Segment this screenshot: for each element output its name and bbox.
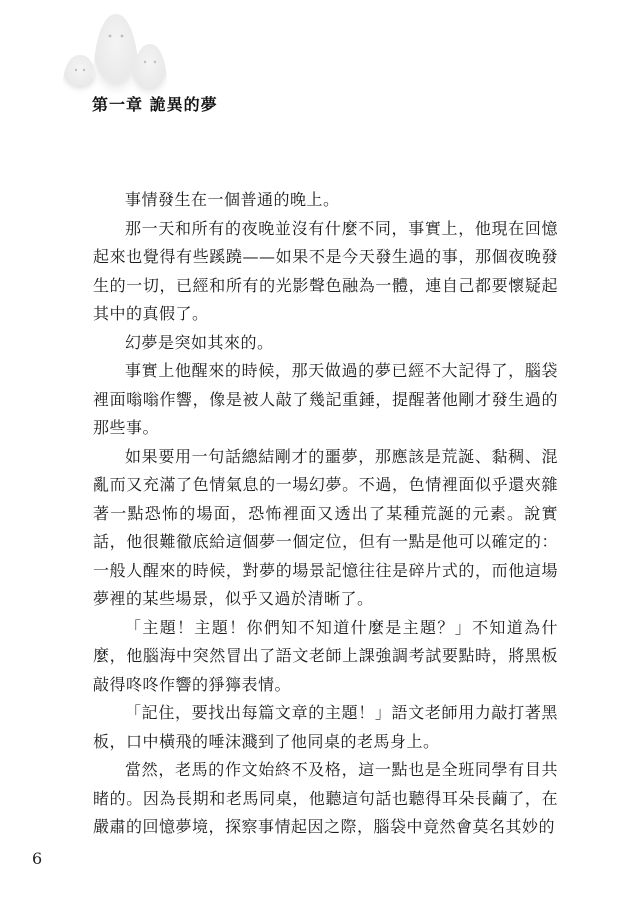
paragraph: 事實上他醒來的時候，那天做過的夢已經不大記得了，腦袋裡面嗡嗡作響，像是被人敲了幾記重錘，提醒著他剛才發生過的那些事。 [93,361,558,437]
paragraph: 幻夢是突如其來的。 [125,332,274,352]
paragraph: 當然，老馬的作文始終不及格，這一點也是全班同學有目共睹的。因為長期和老馬同桌，他聽這句話也聽得耳朵長繭了，在嚴肅的回憶夢境，探察事情起因之際，腦袋中竟然會莫名其妙的 [93,760,558,836]
page-number: 6 [32,849,43,868]
paragraph: 事情發生在一個普通的晚上。 [125,190,340,209]
paragraph: 如果要用一句話總結剛才的噩夢，那應該是荒誕、黏稠、混亂而又充滿了色情氣息的一場幻夢。不過，色情裡面似乎還夾雜著一點恐怖的場面，恐怖裡面又透出了某種荒誕的元素。說實話，他很難徹底給這個夢一個定位，但有一點是他可以確定的：一般人醒來的時候，對夢的場景記憶往往是碎片式的，而他這場夢裡的某些場景，似乎又過於清晰了。 [93,446,558,608]
paragraph: 「主題！主題！你們知不知道什麼是主題？」不知道為什麼，他腦海中突然冒出了語文老師上課強調考試要點時，將黑板敲得咚咚作響的猙獰表情。 [93,617,558,694]
paragraph: 「記住，要找出每篇文章的主題！」語文老師用力敲打著黑板，口中橫飛的唾沫濺到了他同桌的老馬身上。 [93,703,558,751]
body-text [93,186,558,842]
chapter-title: 第一章 詭異的夢 [92,95,218,114]
paragraph: 那一天和所有的夜晚並沒有什麼不同，事實上，他現在回憶起來也覺得有些蹊蹺——如果不是今天發生過的事，那個夜晚發生的一切，已經和所有的光影聲色融為一體，連自己都要懷疑起其中的真假了。 [93,218,558,323]
